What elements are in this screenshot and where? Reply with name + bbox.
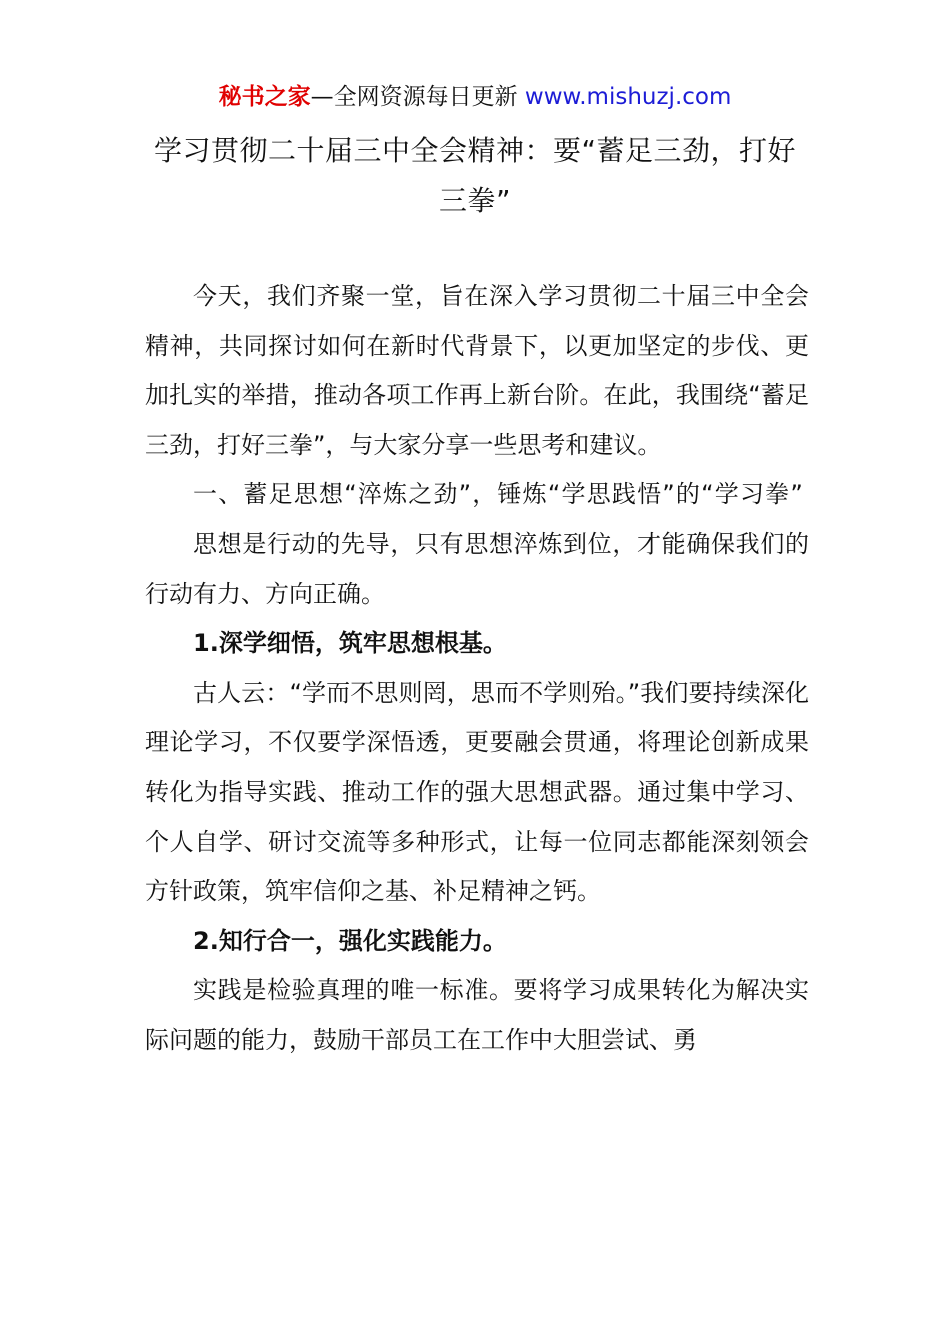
site-header xyxy=(0,80,950,114)
intro-paragraph: 今天，我们齐聚一堂，旨在深入学习贯彻二十届三中全会精神，共同探讨如何在新时代背景下，以更加坚定的步伐、更加扎实的举措，推动各项工作再上新台阶。在此，我围绕“蓄足三劲，打好三拳”，与大家分享一些思考和建议。 xyxy=(145,282,809,459)
document-body xyxy=(145,272,809,1066)
document-title: 学习贯彻二十届三中全会精神：要“蓄足三劲，打好三拳” xyxy=(153,134,796,217)
body-paragraph: 实践是检验真理的唯一标准。要将学习成果转化为解决实际问题的能力，鼓励干部员工在工作中大胆尝试、勇 xyxy=(145,976,809,1054)
site-url-link[interactable]: www.mishuzj.com xyxy=(524,84,732,110)
body-paragraph: 古人云：“学而不思则罔，思而不学则殆。”我们要持续深化理论学习，不仅要学深悟透，更要融会贯通，将理论创新成果转化为指导实践、推动工作的强大思想武器。通过集中学习、个人自学、研讨交流等多种形式，让每一位同志都能深刻领会方针政策，筑牢信仰之基、补足精神之钙。 xyxy=(145,678,809,906)
header-tagline: —全网资源每日更新 xyxy=(310,84,518,110)
section-heading-1: 一、蓄足思想“淬炼之劲”，锤炼“学思践悟”的“学习拳” xyxy=(193,480,804,509)
section-paragraph: 思想是行动的先导，只有思想淬炼到位，才能确保我们的行动有力、方向正确。 xyxy=(145,529,809,608)
subheading-2: 2.知行合一，强化实践能力。 xyxy=(193,926,507,955)
brand-name: 秘书之家 xyxy=(218,84,311,110)
subheading-1: 1.深学细悟，筑牢思想根基。 xyxy=(193,629,507,658)
